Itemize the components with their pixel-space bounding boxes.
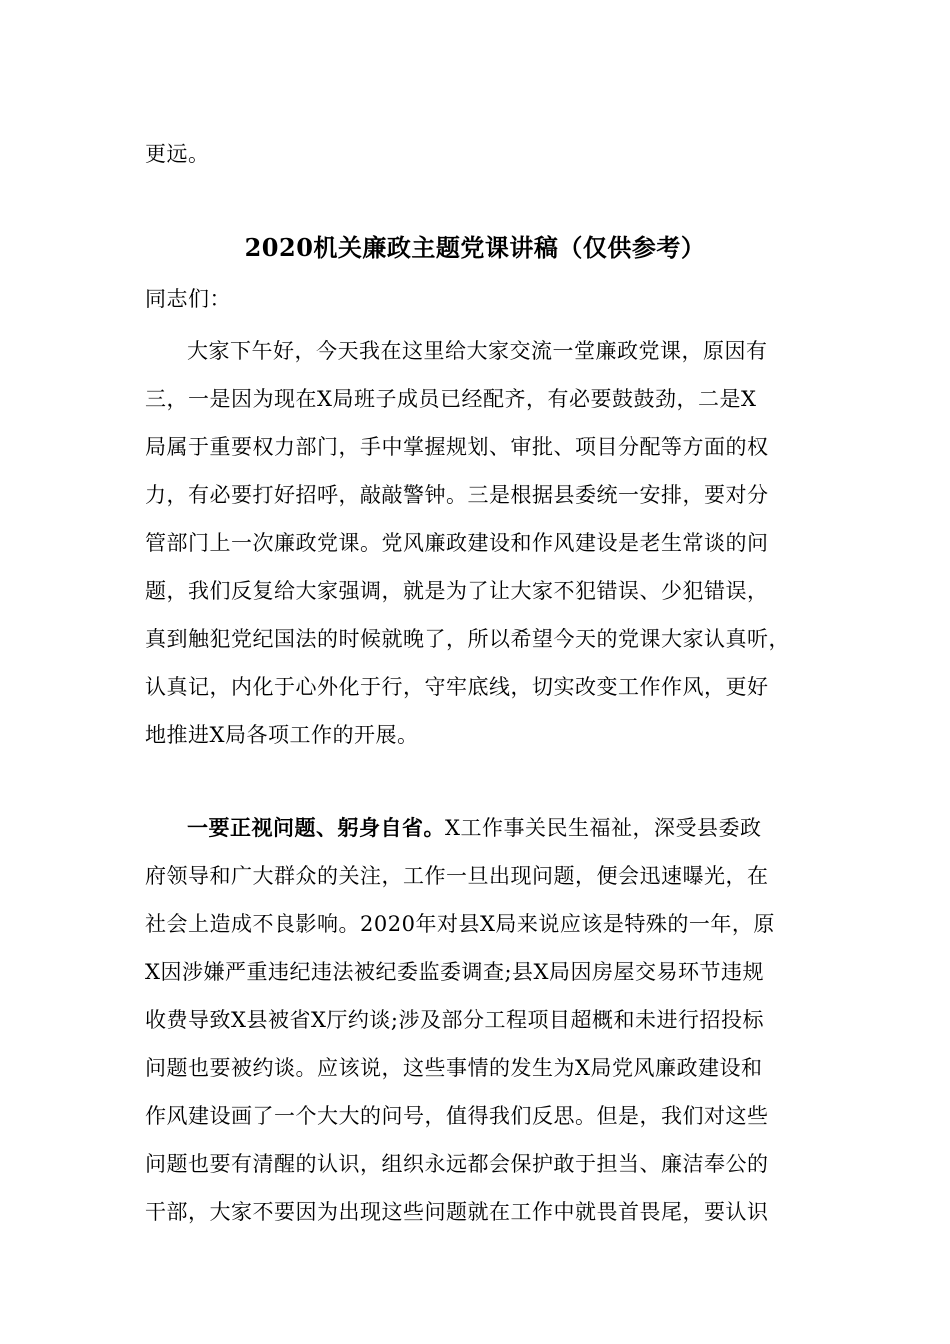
salutation-block bbox=[145, 275, 805, 323]
paragraph-line: 三，一是因为现在X局班子成员已经配齐，有必要鼓鼓劲，二是X bbox=[145, 387, 757, 411]
paragraph-1 bbox=[145, 327, 805, 759]
paragraph-line: 收费导致X县被省X厅约谈;涉及部分工程项目超概和未进行招投标 bbox=[145, 1008, 764, 1032]
paragraph-line: 真到触犯党纪国法的时候就晚了，所以希望今天的党课大家认真听， bbox=[145, 627, 790, 651]
paragraph-line: 问题也要有清醒的认识，组织永远都会保护敢于担当、廉洁奉公的 bbox=[145, 1152, 769, 1176]
paragraph-line: 大家下午好，今天我在这里给大家交流一堂廉政党课，原因有 bbox=[187, 339, 768, 363]
paragraph-line bbox=[145, 804, 805, 852]
previous-section-tail bbox=[145, 130, 805, 178]
section-heading: 一要正视问题、躬身自省。 bbox=[187, 815, 445, 840]
document-title: 2020机关廉政主题党课讲稿（仅供参考） bbox=[244, 233, 706, 262]
heading-continuation: X工作事关民生福祉，深受县委政 bbox=[445, 816, 762, 840]
paragraph-line: 局属于重要权力部门，手中掌握规划、审批、项目分配等方面的权 bbox=[145, 435, 769, 459]
paragraph-line: 问题也要被约谈。应该说，这些事情的发生为X局党风廉政建设和 bbox=[145, 1056, 763, 1080]
paragraph-line: 作风建设画了一个大大的问号，值得我们反思。但是，我们对这些 bbox=[145, 1104, 769, 1128]
paragraph-line: 认真记，内化于心外化于行，守牢底线，切实改变工作作风，更好 bbox=[145, 675, 769, 699]
paragraph-line: 地推进X局各项工作的开展。 bbox=[145, 723, 419, 747]
paragraph-line: 社会上造成不良影响。2020年对县X局来说应该是特殊的一年，原 bbox=[145, 912, 775, 936]
paragraph-line: X因涉嫌严重违纪违法被纪委监委调查;县X局因房屋交易环节违规 bbox=[145, 960, 764, 984]
paragraph-line: 管部门上一次廉政党课。党风廉政建设和作风建设是老生常谈的问 bbox=[145, 531, 769, 555]
paragraph-line: 府领导和广大群众的关注，工作一旦出现问题，便会迅速曝光，在 bbox=[145, 864, 769, 888]
paragraph-2 bbox=[145, 804, 805, 1236]
prev-tail-text: 更远。 bbox=[145, 142, 210, 166]
paragraph-line: 干部，大家不要因为出现这些问题就在工作中就畏首畏尾，要认识 bbox=[145, 1200, 769, 1224]
paragraph-line: 力，有必要打好招呼，敲敲警钟。三是根据县委统一安排，要对分 bbox=[145, 483, 769, 507]
paragraph-line: 题，我们反复给大家强调，就是为了让大家不犯错误、少犯错误， bbox=[145, 579, 769, 603]
salutation: 同志们： bbox=[145, 287, 231, 311]
